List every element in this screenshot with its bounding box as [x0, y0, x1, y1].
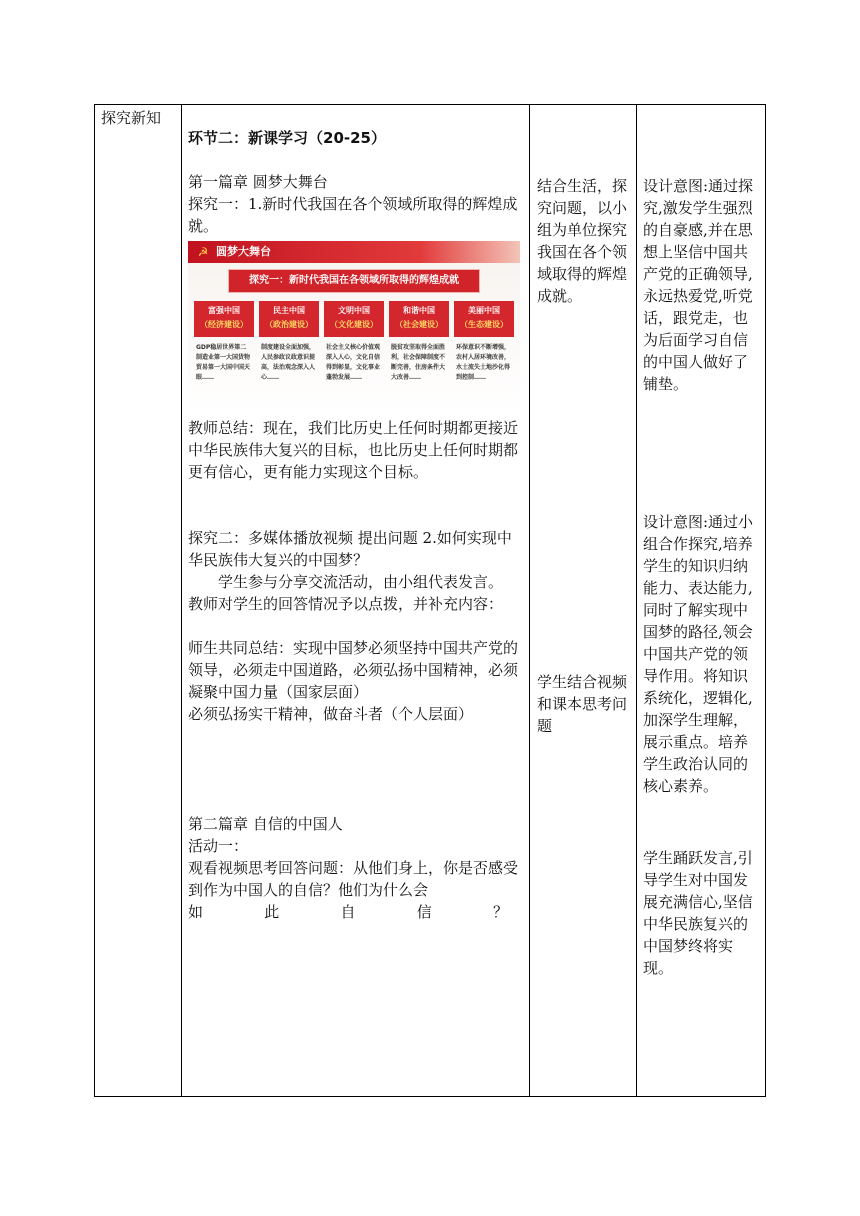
question-text: 观看视频思考回答问题：从他们身上，你是否感受到作为中国人的自信？他们为什么会: [188, 859, 519, 899]
main-content: [188, 127, 524, 923]
slide-header: 圆梦大舞台: [216, 245, 271, 258]
slide-column: [259, 301, 319, 383]
question-last-line: [188, 901, 508, 923]
slide-column-title: 民主中国: [273, 306, 305, 315]
slide-column-body: 社会主义核心价值观深入人心，文化自信得到彰显，文化事业蓬勃发展……: [326, 344, 381, 381]
slide-column-sub: （文化建设）: [330, 320, 378, 329]
teacher-summary: 教师总结：现在，我们比历史上任何时期都更接近中华民族伟大复兴的目标，也比历史上任何时期都更有信心，更有能力实现这个目标。: [188, 419, 519, 481]
slide-column-sub: （社会建设）: [395, 320, 443, 329]
slide-column-title: 富强中国: [208, 306, 240, 315]
student-activity-b: 学生结合视频和课本思考问题: [537, 673, 628, 735]
char: 信: [416, 903, 432, 921]
column-divider: [181, 105, 182, 1096]
slide-column: [324, 301, 384, 383]
slide-column-sub: （生态建设）: [460, 320, 508, 329]
design-intent-c: 学生踊跃发言,引导学生对中国发展充满信心,坚信中华民族复兴的中国梦终将实现。: [643, 849, 753, 977]
design-intent-b: 设计意图:通过小组合作探究,培养学生的知识归纳能力、表达能力,同时了解实现中国梦的路径,领会中国共产党的领导作用。将知识系统化，逻辑化,加深学生理解，展示重点。培养学生政治认同的核心素养。: [643, 513, 754, 795]
slide-column: [454, 301, 514, 383]
section-title: 环节二：新课学习（20-25）: [188, 129, 386, 147]
char: 如: [188, 903, 204, 921]
slide-column-title: 和谐中国: [403, 306, 435, 315]
chapter-one-title: 第一篇章 圆梦大舞台: [188, 173, 328, 191]
column-divider: [529, 105, 530, 1096]
slide-column-body: 脱贫攻坚取得全面胜利，社会保障制度不断完善，住房条件大大改善……: [391, 344, 446, 381]
lesson-table: [94, 104, 766, 1097]
inquiry-one: 探究一：1.新时代我国在各个领域所取得的辉煌成就。: [188, 195, 518, 235]
slide-column-title: 美丽中国: [468, 306, 500, 315]
char: ？: [492, 903, 508, 921]
personal-level: 必须弘扬实干精神，做奋斗者（个人层面）: [188, 705, 474, 723]
slide-image: [188, 241, 520, 413]
column-divider: [636, 105, 637, 1096]
char: 自: [340, 903, 356, 921]
teacher-guide: 教师对学生的回答情况予以点拨，并补充内容：: [188, 595, 504, 613]
char: 此: [264, 903, 280, 921]
slide-column-sub: （经济建设）: [200, 320, 248, 329]
activity-one: 活动一：: [188, 837, 249, 855]
slide-column-body: 制度建设全面加强，人民参政议政意识提高，法治观念深入人心……: [261, 344, 316, 381]
party-emblem-icon: ☭: [197, 245, 209, 259]
slide-columns: [188, 293, 520, 383]
slide-column-body: 环保意识不断增强，农村人居环境改善，水土流失土地沙化得到控制……: [456, 344, 511, 381]
student-activity: 学生参与分享交流活动，由小组代表发言。: [218, 573, 504, 591]
inquiry-two: 探究二：多媒体播放视频 提出问题 2.如何实现中华民族伟大复兴的中国梦？: [188, 529, 512, 569]
slide-column-title: 文明中国: [338, 306, 370, 315]
joint-summary: 师生共同总结：实现中国梦必须坚持中国共产党的领导，必须走中国道路，必须弘扬中国精神，必须凝聚中国力量（国家层面）: [188, 639, 519, 701]
chapter-two-title: 第二篇章 自信的中国人: [188, 815, 343, 833]
slide-column-body: GDP稳居世界第二制造业第一大国货物贸易第一大国中国天眼……: [196, 344, 251, 381]
student-activity-a: 结合生活，探究问题，以小组为单位探究我国在各个领域取得的辉煌成就。: [537, 177, 628, 305]
slide-banner: 探究一：新时代我国在各领域所取得的辉煌成就: [228, 269, 480, 293]
row-label: 探究新知: [101, 109, 162, 127]
slide-column: [389, 301, 449, 383]
slide-column-sub: （政治建设）: [265, 320, 313, 329]
design-intent-a: 设计意图:通过探究,激发学生强烈的自豪感,并在思想上坚信中国共产党的正确领导,永远热爱党,听党话，跟党走，也为后面学习自信的中国人做好了铺垫。: [643, 177, 754, 393]
slide-column: [194, 301, 254, 383]
